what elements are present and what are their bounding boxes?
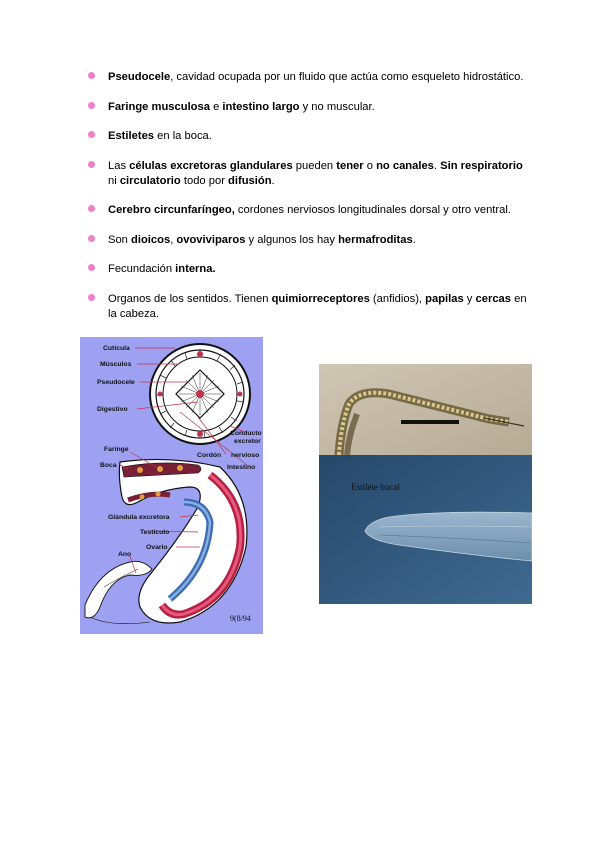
bullet-bold-text: Faringe musculosa <box>108 100 210 113</box>
micrograph-figure <box>319 364 532 604</box>
bullet-text: o <box>363 159 377 172</box>
bullet-bold-text: ovoviviparos <box>176 233 246 246</box>
bullet-text: , <box>170 233 177 246</box>
label-cordon-2: nervioso <box>231 452 260 459</box>
label-musculos: Músculos <box>100 361 132 368</box>
label-digestivo: Digestivo <box>97 406 128 413</box>
label-testiculo: Testículo <box>140 529 170 536</box>
bullet-dot-icon <box>88 264 95 271</box>
bullet-dot-icon <box>88 102 95 109</box>
bullet-dot-icon <box>88 294 95 301</box>
label-intestino: Intestino <box>227 464 256 471</box>
bullet-bold-text: hermafroditas <box>338 233 413 246</box>
bullet-text: en la boca. <box>154 130 212 142</box>
label-conducto-1: Conducto <box>230 430 262 437</box>
bullet-bold-text: células excretoras glandulares <box>129 159 293 172</box>
bullet-bold-text: dioicos <box>131 233 171 246</box>
bullet-text: todo por <box>180 174 229 187</box>
bullet-bold-text: Sin respiratorio <box>440 159 523 172</box>
worm-body <box>119 459 247 623</box>
bullet-text: . <box>271 174 275 187</box>
bullet-text: y algunos los hay <box>245 233 339 246</box>
label-boca: Boca <box>100 462 117 469</box>
bullet-bold-text: circulatorio <box>119 174 181 187</box>
bullet-item <box>88 233 533 248</box>
bullet-dot-icon <box>88 72 95 79</box>
estilete-micrograph-drawing <box>319 455 532 604</box>
bullet-text: Organos de los sentidos. Tienen <box>108 292 272 305</box>
nematode-anatomy-figure <box>80 337 263 634</box>
bullet-item <box>88 262 533 277</box>
bullet-text: Las <box>108 159 130 172</box>
bullet-item <box>88 159 533 189</box>
signature: 9(8/94 <box>230 614 251 623</box>
bullet-bold-text: no canales <box>376 159 434 172</box>
stylet-micrograph-drawing <box>319 364 532 455</box>
bullet-dot-icon <box>88 161 95 168</box>
bullet-bold-text: intestino largo <box>222 100 300 113</box>
bullet-item <box>88 70 533 85</box>
bullet-text: y no muscular. <box>299 100 375 113</box>
estilete-label: Estilete bucal <box>351 482 400 492</box>
label-cordon-1: Cordón <box>197 452 222 459</box>
label-faringe: Faringe <box>104 446 129 453</box>
label-conducto-2: excretor <box>234 438 261 445</box>
bullet-bold-text: Estiletes <box>108 130 155 142</box>
bullet-dot-icon <box>88 205 95 212</box>
bullet-bold-text: Pseudocele <box>108 71 171 83</box>
bullet-bold-text: quimiorreceptores <box>271 292 370 305</box>
nematode-anatomy-drawing <box>80 337 263 634</box>
bullet-item <box>88 292 533 322</box>
label-pseudocele: Pseudocele <box>97 379 135 386</box>
bullet-bold-text: difusión <box>228 174 272 187</box>
bullet-text: y <box>463 292 476 305</box>
bullet-text: cordones nerviosos longitudinales dorsal y otro ventral. <box>234 204 511 216</box>
bullet-text: pueden <box>292 159 337 172</box>
label-cuticula: Cutícula <box>103 345 130 352</box>
bullet-text: Son <box>108 233 132 246</box>
bullet-text: , cavidad ocupada por un fluido que actúa como esqueleto hidrostático. <box>170 71 524 83</box>
bullet-text: . <box>433 159 441 172</box>
bullet-text: en la cabeza. <box>108 292 527 320</box>
label-ano: Ano <box>118 551 132 558</box>
bullet-text: . <box>412 233 416 246</box>
micrograph-estilete-bucal <box>319 455 532 604</box>
bullet-bold-text: papilas <box>425 292 464 305</box>
bullet-item <box>88 203 533 218</box>
bullet-dot-icon <box>88 235 95 242</box>
bullet-text: Fecundación <box>108 263 176 275</box>
bullet-bold-text: Cerebro circunfaríngeo, <box>108 204 235 216</box>
bullet-item <box>88 100 533 115</box>
bullet-text: (anfidios), <box>369 292 426 305</box>
bullet-list <box>88 70 533 336</box>
bullet-text: e <box>209 100 223 113</box>
bullet-item <box>88 129 533 144</box>
label-ovario: Ovario <box>146 544 168 551</box>
bullet-bold-text: tener <box>336 159 364 172</box>
bullet-bold-text: interna. <box>175 263 216 275</box>
micrograph-stylet-top <box>319 364 532 455</box>
bullet-bold-text: cercas <box>475 292 511 305</box>
bullet-text: ni <box>108 174 120 187</box>
bullet-dot-icon <box>88 131 95 138</box>
label-glandula: Glándula excretora <box>108 514 170 521</box>
cross-section <box>150 344 250 444</box>
